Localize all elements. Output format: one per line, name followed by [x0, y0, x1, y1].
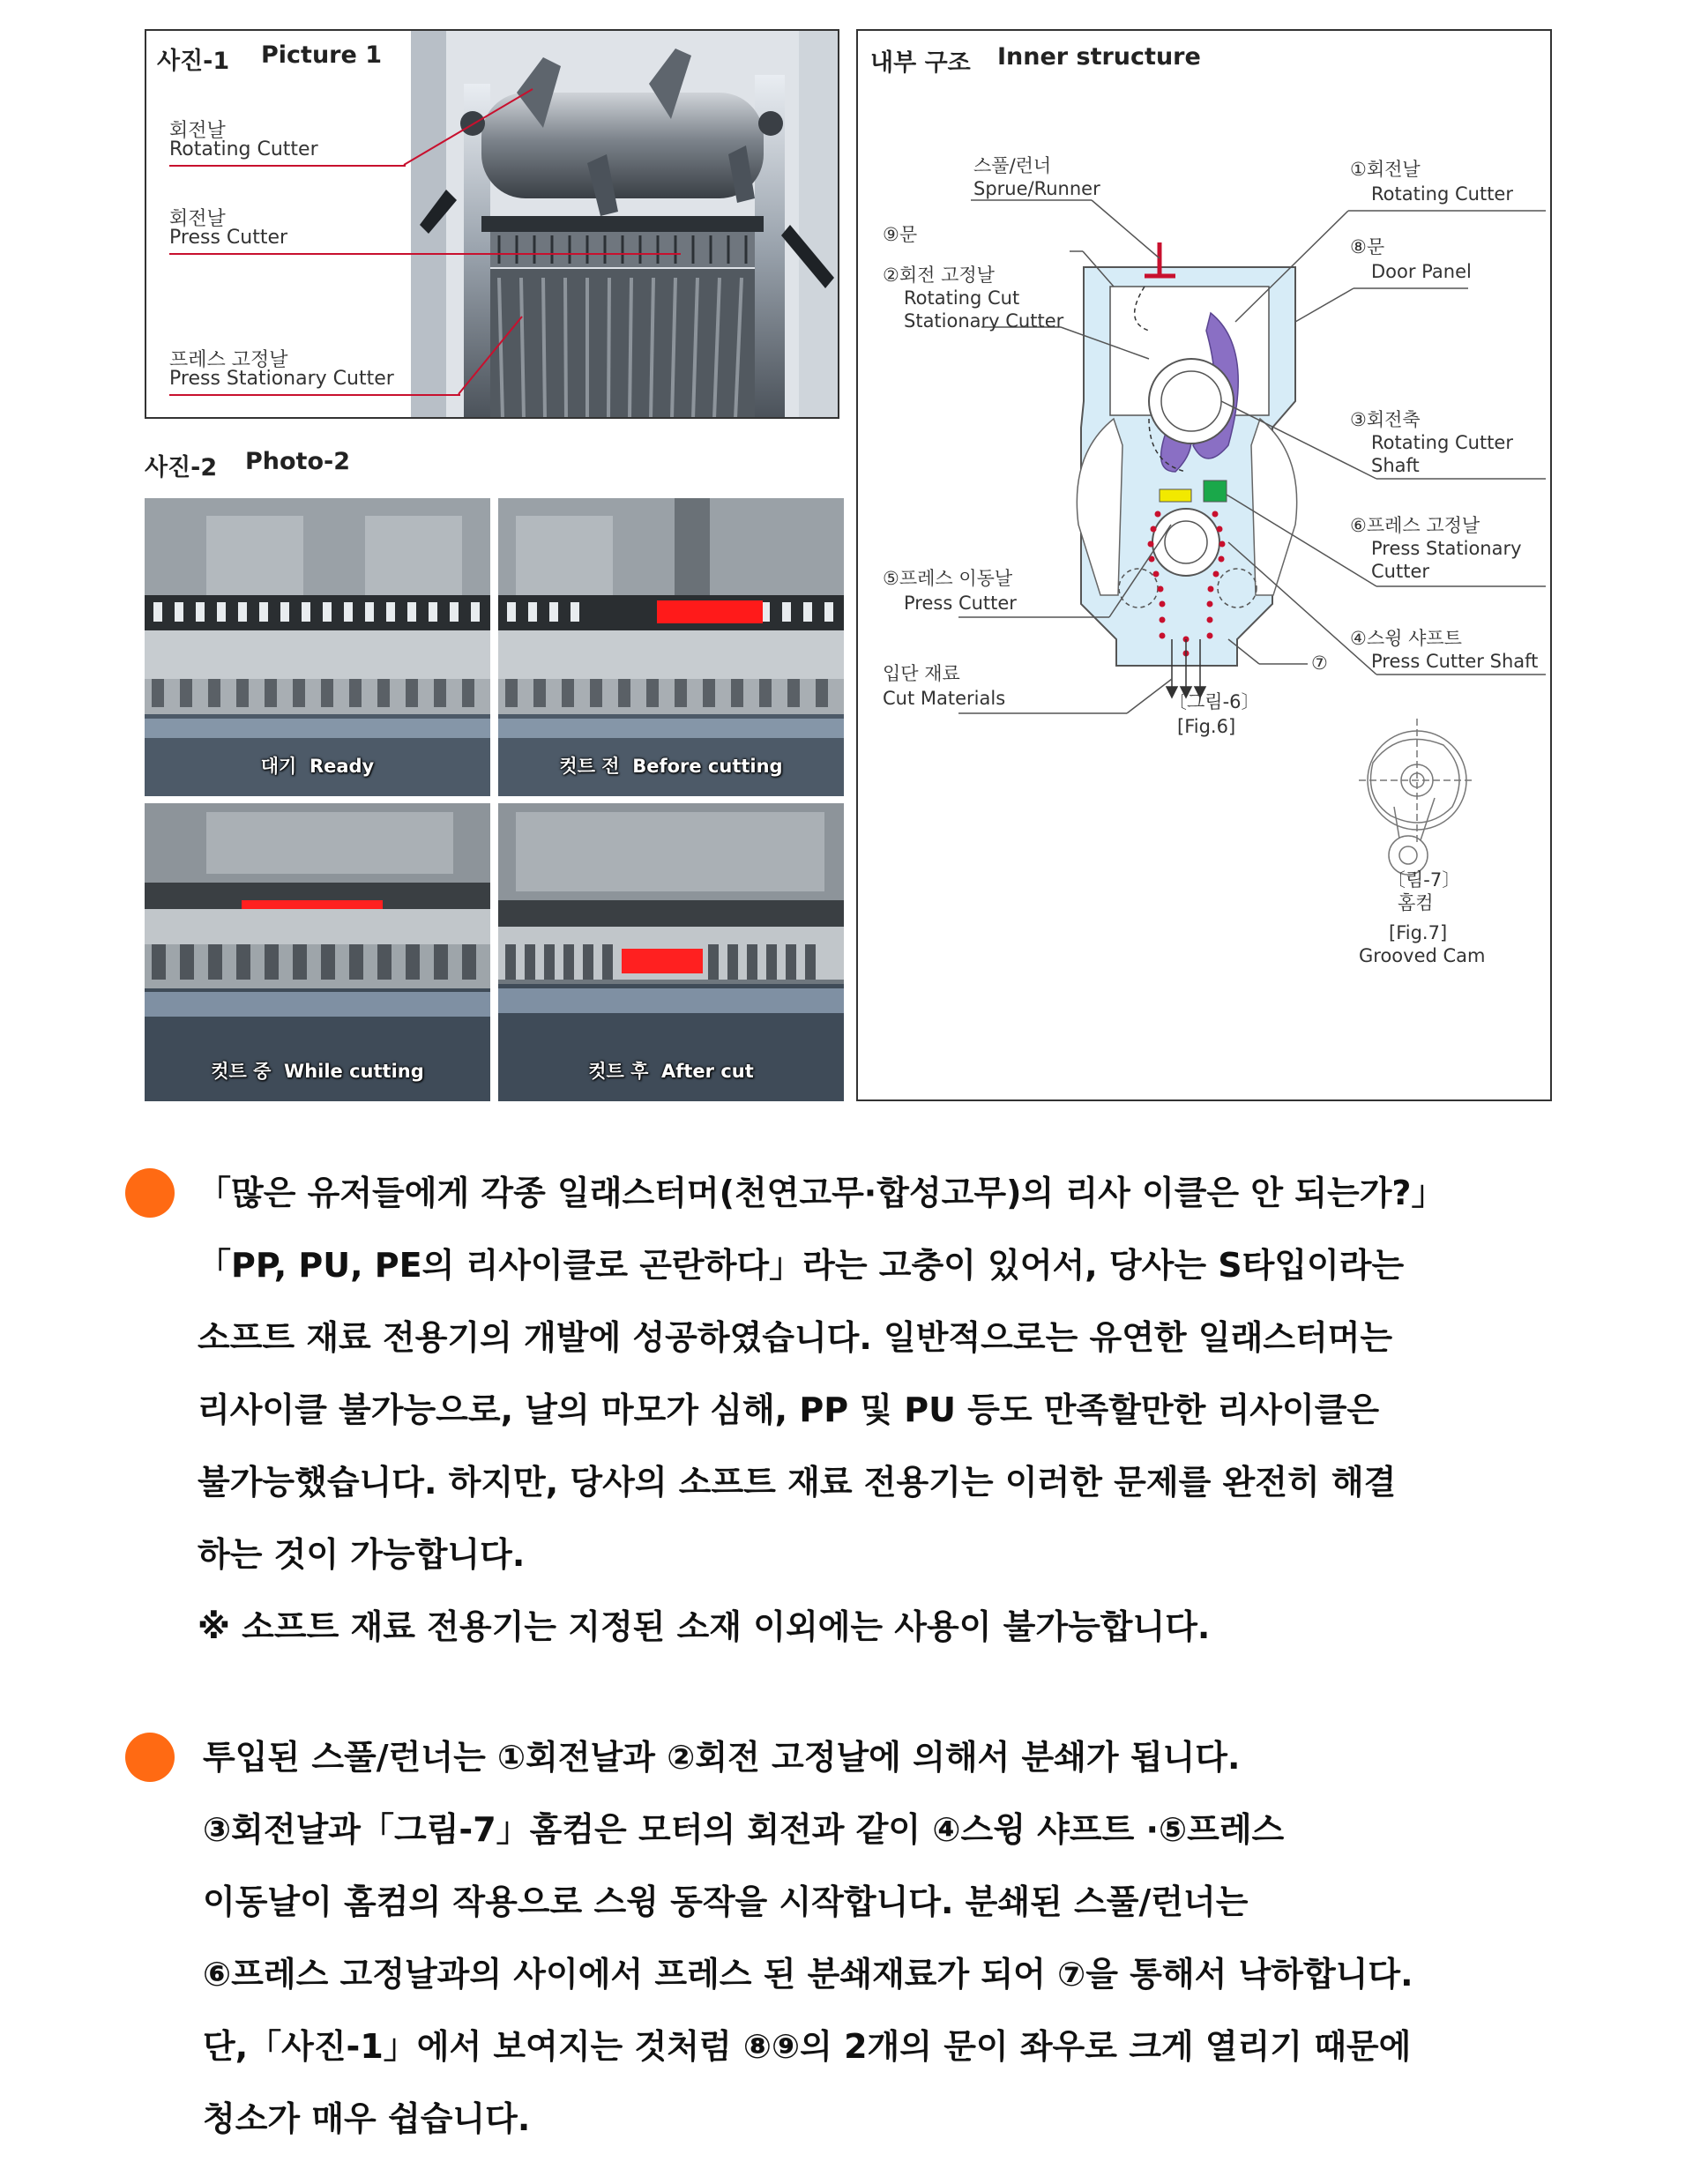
fig-6-caption-en: [Fig.6] [1177, 716, 1236, 737]
label-press-stationary-ko: ⑥프레스 고정날 [1350, 515, 1480, 536]
fig-7-caption-en: [Fig.7] [1389, 922, 1448, 943]
photo-2-title-ko: 사진-2 [145, 454, 218, 481]
inner-structure-title-en: Inner structure [997, 43, 1201, 71]
label-rot-stat-en2: Stationary Cutter [904, 310, 1064, 332]
label-rotating-cutter-ko: 회전날 [169, 120, 226, 142]
label-rot-stat-en1: Rotating Cut [904, 287, 1020, 309]
photo-tile-caption: 컷트 후 After cut [588, 1061, 754, 1082]
paragraph-line: 이동날이 홈컴의 작용으로 스윙 동작을 시작합니다. 분쇄된 스풀/런너는 [203, 1882, 1249, 1921]
leader-line [169, 253, 681, 255]
bullet-2 [125, 1733, 175, 1782]
label-rot-stat-ko: ②회전 고정날 [883, 265, 995, 286]
picture-1-panel [145, 29, 839, 419]
paragraph-line: 리사이클 불가능으로, 날의 마모가 심해, PP 및 PU 등도 만족할만한 리사이클은 [198, 1390, 1380, 1429]
label-seven: ⑦ [1311, 652, 1328, 674]
paragraph-line: ③회전날과「그림-7」홈컴은 모터의 회전과 같이 ④스윙 샤프트 ·⑤프레스 [203, 1810, 1285, 1849]
paragraph-line: 소프트 재료 전용기의 개발에 성공하였습니다. 일반적으로는 유연한 일래스터머는 [198, 1318, 1393, 1357]
fig-7-caption-ko2: 홈컴 [1398, 892, 1434, 913]
paragraph-line: ⑥프레스 고정날과의 사이에서 프레스 된 분쇄재료가 되어 ⑦을 통해서 낙하합니다. [203, 1955, 1413, 1994]
label-press-stationary-en2: Cutter [1371, 561, 1429, 582]
paragraph-line: 투입된 스풀/런너는 ①회전날과 ②회전 고정날에 의해서 분쇄가 됩니다. [203, 1738, 1241, 1777]
photo-tile-caption: 컷트 전 Before cutting [559, 756, 783, 777]
photo-tile-ready [145, 498, 490, 796]
label-rotating-cutter-en: Rotating Cutter [1371, 183, 1513, 205]
label-press-cutter-ko: 회전날 [169, 208, 226, 230]
photo-tile-after-cut [498, 803, 844, 1101]
photo-tile-while-cutting [145, 803, 490, 1101]
label-shaft-ko: ③회전축 [1350, 409, 1421, 430]
label-rotating-cutter-ko: ①회전날 [1350, 159, 1421, 180]
paragraph-line: 「PP, PU, PE의 리사이클로 곤란하다」라는 고충이 있어서, 당사는 S타입이라는 [198, 1246, 1405, 1285]
picture-1-title-en: Picture 1 [261, 41, 382, 69]
inner-structure-title-ko: 내부 구조 [870, 49, 971, 77]
paragraph-line: 청소가 매우 쉽습니다. [203, 2099, 531, 2138]
leader-line [169, 394, 460, 396]
leader-line [169, 165, 406, 167]
paragraph-line: 불가능했습니다. 하지만, 당사의 소프트 재료 전용기는 이러한 문제를 완전히 해결 [198, 1463, 1397, 1502]
label-cut-materials-ko: 입단 재료 [883, 663, 960, 684]
label-rotating-cutter-en: Rotating Cutter [169, 138, 318, 160]
paragraph-line: 단,「사진-1」에서 보여지는 것처럼 ⑧⑨의 2개의 문이 좌우로 크게 열리기 때문에 [203, 2027, 1412, 2066]
photo-tile-caption: 대기 Ready [260, 756, 375, 777]
paragraph-2 [203, 1721, 1413, 2155]
label-cut-materials-en: Cut Materials [883, 688, 1006, 709]
bullet-1 [125, 1168, 175, 1218]
label-door-9: ⑨문 [883, 224, 918, 245]
leader-line [402, 84, 534, 168]
label-press-stationary-en: Press Stationary Cutter [169, 368, 394, 390]
paragraph-1 [198, 1157, 1444, 1663]
label-press-stationary-ko: 프레스 고정날 [169, 349, 288, 371]
fig-7-caption-ko: 〔림-7〕 [1387, 869, 1461, 891]
label-sprue-ko: 스풀/런너 [973, 155, 1052, 176]
inner-structure-panel [856, 29, 1552, 1101]
photo-tile-before-cutting [498, 498, 844, 796]
fig-6-caption-ko: 〔그림-6〕 [1168, 691, 1260, 712]
picture-1-title-ko: 사진-1 [157, 48, 230, 75]
label-shaft-en2: Shaft [1371, 455, 1420, 476]
paragraph-line: 「많은 유저들에게 각종 일래스터머(천연고무·합성고무)의 리사 이클은 안 되는가?」 [198, 1174, 1445, 1212]
leader-line [455, 313, 526, 398]
photo-2-title-en: Photo-2 [245, 448, 351, 475]
label-swing-shaft-en: Press Cutter Shaft [1371, 651, 1539, 672]
label-press-stationary-en1: Press Stationary [1371, 538, 1522, 559]
paragraph-line: 하는 것이 가능합니다. [198, 1535, 526, 1574]
photo-tile-caption: 컷트 중 While cutting [211, 1061, 424, 1082]
label-press-cutter-ko: ⑤프레스 이동날 [883, 568, 1013, 589]
label-shaft-en1: Rotating Cutter [1371, 432, 1513, 453]
label-door-8-en: Door Panel [1371, 261, 1472, 282]
label-door-8-ko: ⑧문 [1350, 236, 1385, 257]
label-swing-shaft-ko: ④스윙 샤프트 [1350, 628, 1462, 649]
fig-7-caption-en2: Grooved Cam [1359, 945, 1486, 966]
paragraph-note: ※ 소프트 재료 전용기는 지정된 소재 이외에는 사용이 불가능합니다. [198, 1607, 1211, 1646]
label-sprue-en: Sprue/Runner [973, 178, 1100, 199]
label-press-cutter-en: Press Cutter [169, 227, 288, 249]
label-press-cutter-en: Press Cutter [904, 593, 1017, 614]
